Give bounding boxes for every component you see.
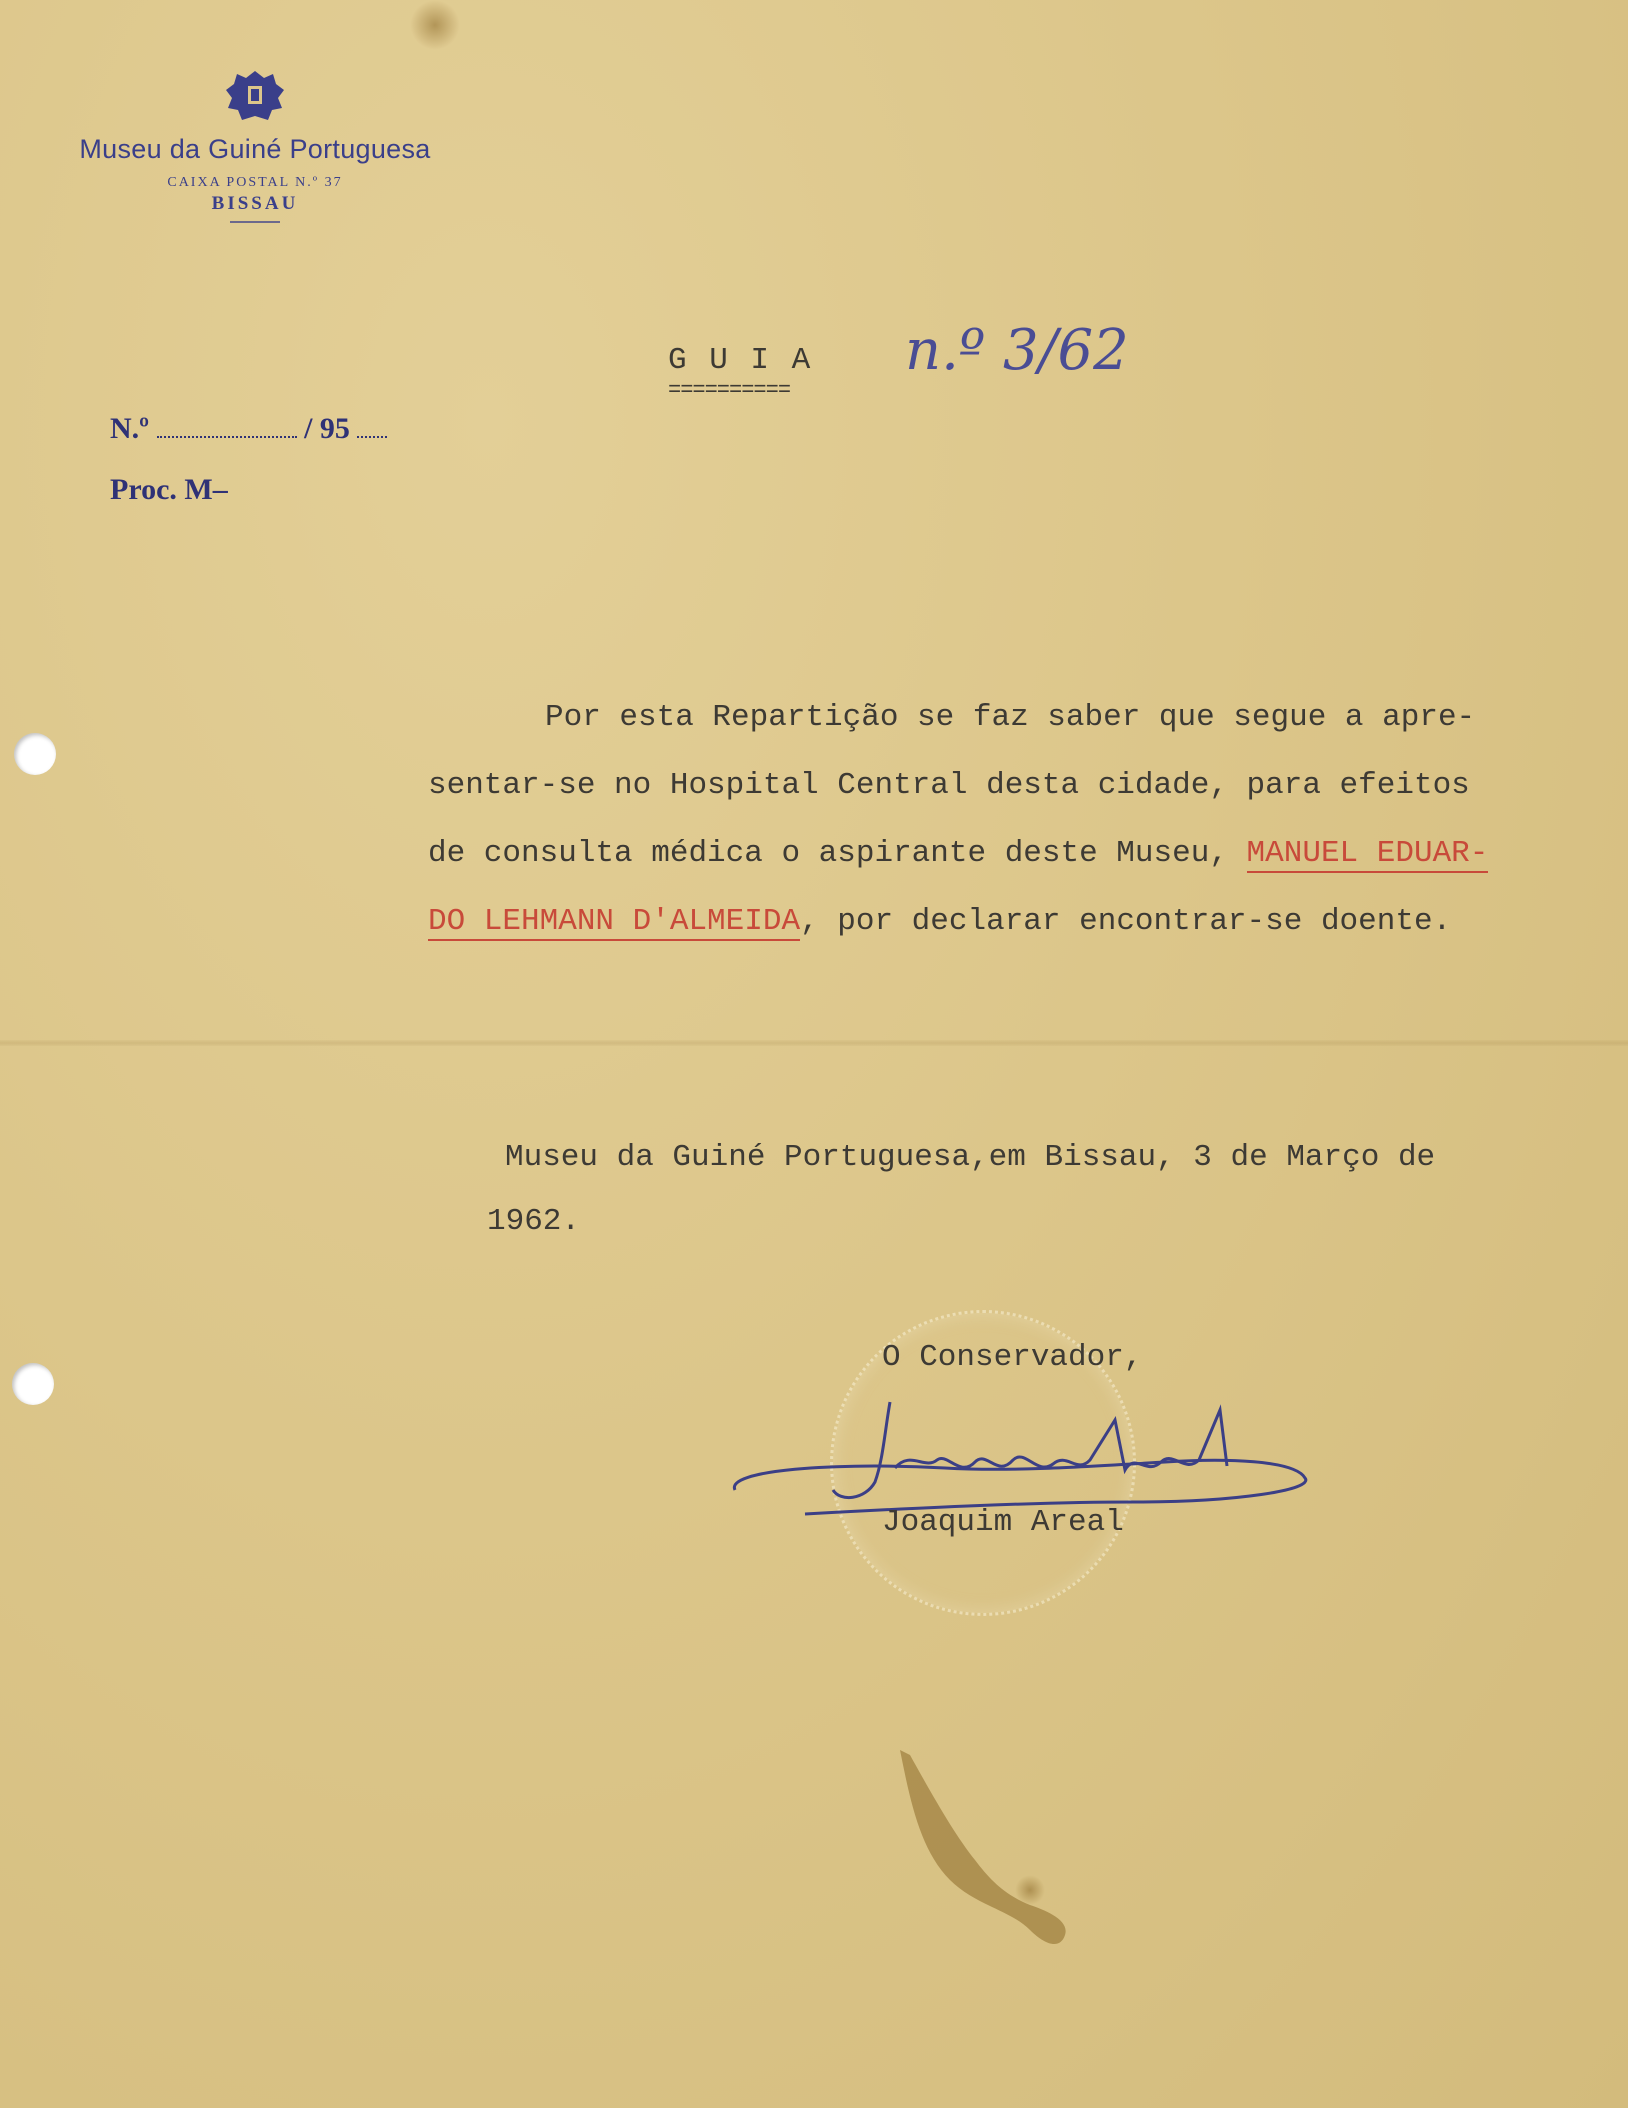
guia-handwritten-number: n.º 3/62 bbox=[905, 318, 1129, 383]
punch-hole-top bbox=[14, 733, 56, 775]
number-suffix-blank bbox=[357, 436, 387, 438]
number-blank bbox=[157, 436, 297, 438]
guia-underline: ========== bbox=[668, 378, 791, 403]
stain-top bbox=[410, 0, 460, 50]
signatory-name: Joaquim Areal bbox=[882, 1505, 1124, 1540]
place-date-line-2: 1962. bbox=[487, 1204, 581, 1239]
number-label: N.º bbox=[110, 412, 150, 445]
water-stain bbox=[880, 1740, 1090, 1960]
employee-name-part-2: DO LEHMANN D'ALMEIDA bbox=[428, 904, 801, 939]
body-line-4 bbox=[428, 904, 1451, 939]
body-line-1: Por esta Repartição se faz saber que segue a apre- bbox=[545, 700, 1476, 735]
body-line-3-text: de consulta médica o aspirante deste Museu, bbox=[428, 836, 1247, 871]
city: BISSAU bbox=[211, 193, 299, 214]
letterhead bbox=[40, 68, 470, 223]
paper-fold bbox=[0, 1040, 1628, 1046]
place-date-line-1: Museu da Guiné Portuguesa,em Bissau, 3 de Março de bbox=[505, 1140, 1436, 1175]
body-line-2: sentar-se no Hospital Central desta cidade, para efeitos bbox=[428, 768, 1470, 803]
process-reference: Proc. M– bbox=[110, 473, 228, 506]
postal-box: CAIXA POSTAL N.º 37 bbox=[167, 175, 343, 190]
body-line-3 bbox=[428, 836, 1488, 871]
number-suffix: / 95 bbox=[304, 412, 350, 445]
employee-name-part-1: MANUEL EDUAR- bbox=[1246, 836, 1489, 871]
coat-of-arms-icon bbox=[220, 68, 290, 128]
guia-title: G U I A bbox=[668, 343, 813, 378]
museum-name: Museu da Guiné Portuguesa bbox=[79, 134, 431, 164]
reference-number bbox=[110, 412, 387, 446]
punch-hole-bottom bbox=[12, 1363, 54, 1405]
letterhead-rule bbox=[230, 221, 280, 223]
body-line-4-text: , por declarar encontrar-se doente. bbox=[800, 904, 1452, 939]
signatory-role: O Conservador, bbox=[882, 1340, 1143, 1375]
